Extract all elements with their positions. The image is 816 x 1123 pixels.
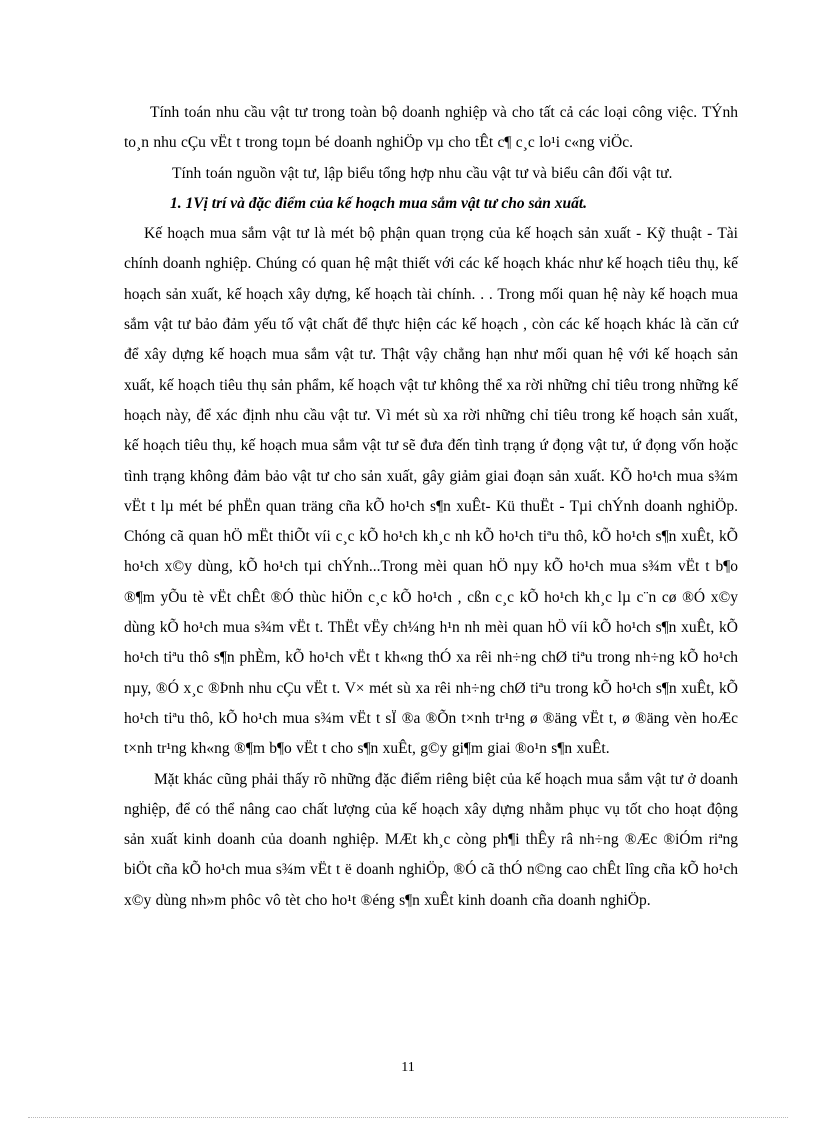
paragraph-nhu-cau: Tính toán nhu cầu vật tư trong toàn bộ doanh nghiệp và cho tất cả các loại công việc. TÝnh to¸n nhu cÇu vËt t trong toµn bé doanh nghiÖp vµ cho tÊt c¶ c¸c lo¹i c«ng viÖc. [124,104,738,152]
section-heading: 1. 1Vị trí và đặc điểm của kế hoạch mua sắm vật tư cho sản xuất. [170,194,588,212]
paragraph-ke-hoach: Kế hoạch mua sắm vật tư là mét bộ phận quan trọng của kế hoạch sản xuất - Kỹ thuật - Tài chính doanh nghiệp. Chúng có quan hệ mật thiết với các kế hoạch khác như kế hoạch tiêu thụ, kế hoạch sản xuất, kế hoạch xây dựng, kế hoạch tài chính. . . Trong mối quan hệ này kế hoạch mua sắm vật tư bảo đảm yếu tố vật chất để thực hiện các kế hoạch , còn các kế hoạch khác là căn cứ để xây dựng kế hoạch mua sắm vật tư. Thật vậy chẳng hạn như mối quan hệ với kế hoạch sản xuất, kế hoạch tiêu thụ sản phẩm, kế hoạch vật tư không thể xa rời những chỉ tiêu trong những kế hoạch này, để xác định nhu cầu vật tư. Vì mét sù xa rời những chỉ tiêu trong kế hoạch sản xuất, kế hoạch tiêu thụ, kế hoạch mua sắm vật tư sẽ đưa đến tình trạng ứ đọng vật tư, ứ đọng vốn hoặc tình trạng không đảm bảo vật tư cho sản xuất, gây giảm giai đoạn sản xuất. KÕ ho¹ch mua s¾m vËt t lµ mét bé phËn quan träng cña kÕ ho¹ch s¶n xuÊt- Kü thuËt - Tµi chÝnh doanh nghiÖp. Chóng cã quan hÖ mËt thiÕt víi c¸c kÕ ho¹ch kh¸c nh kÕ ho¹ch tiªu thô, kÕ ho¹ch s¶n xuÊt, kÕ ho¹ch x©y dùng, kÕ ho¹ch tµi chÝnh...Trong mèi quan hÖ nµy kÕ ho¹ch mua s¾m vËt t b¶o ®¶m yÕu tè vËt chÊt ®Ó thùc hiÖn c¸c kÕ ho¹ch , cßn c¸c kÕ ho¹ch kh¸c lµ c¨n cø ®Ó x©y dùng kÕ ho¹ch mua s¾m vËt t. ThËt vËy ch¼ng h¹n nh mèi quan hÖ víi kÕ ho¹ch s¶n xuÊt, kÕ ho¹ch tiªu thô s¶n phÈm, kÕ ho¹ch vËt t kh«ng thÓ xa rêi nh÷ng chØ tiªu trong nh÷ng kÕ ho¹ch nµy, ®Ó x¸c ®Þnh nhu cÇu vËt t. V× mét sù xa rêi nh÷ng chØ tiªu trong kÕ ho¹ch s¶n xuÊt, kÕ ho¹ch tiªu thô, kÕ ho¹ch mua s¾m vËt t sÏ ®a ®Õn t×nh tr¹ng ø ®äng vËt t, ø ®äng vèn hoÆc t×nh tr¹ng kh«ng ®¶m b¶o vËt t cho s¶n xuÊt, g©y gi¶m giai ®o¹n s¶n xuÊt. [124,225,738,758]
footer-divider [28,1117,788,1118]
paragraph-nguon-vat-tu: Tính toán nguồn vật tư, lập biểu tổng hợp nhu cầu vật tư và biểu cân đối vật tư. [172,164,673,182]
paragraph-mat-khac: Mặt khác cũng phải thấy rõ những đặc điểm riêng biệt của kế hoạch mua sắm vật tư ở doanh nghiệp, để có thể nâng cao chất lượng của kế hoạch xây dựng nhằm phục vụ tốt cho hoạt động sản xuất kinh doanh của doanh nghiệp. MÆt kh¸c còng ph¶i thÊy râ nh÷ng ®Æc ®iÓm riªng biÖt cña kÕ ho¹ch mua s¾m vËt t ë doanh nghiÖp, ®Ó cã thÓ n©ng cao chÊt lîng cña kÕ ho¹ch x©y dùng nh»m phôc vô tèt cho ho¹t ®éng s¶n xuÊt kinh doanh cña doanh nghiÖp. [124,770,738,909]
page-number: 11 [401,1060,415,1075]
page-body [124,98,738,916]
